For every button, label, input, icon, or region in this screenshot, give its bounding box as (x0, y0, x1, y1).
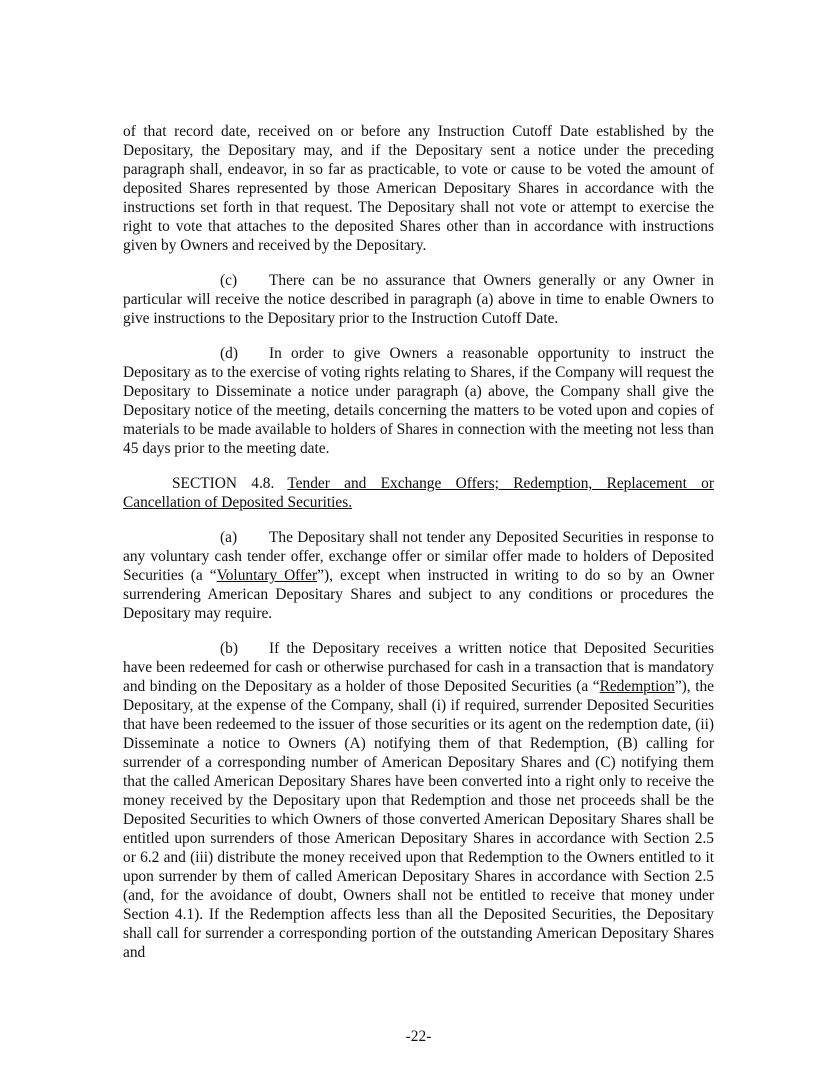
section-heading (123, 474, 714, 512)
defined-term: Voluntary Offer (216, 567, 318, 584)
section-title: Tender and Exchange Offers; Redemption, Replacement or Cancellation of Deposited Securities. (123, 475, 715, 511)
paragraph-c (123, 271, 714, 328)
paragraph-text: There can be no assurance that Owners generally or any Owner in particular will receive the notice described in paragraph (a) above in time to enable Owners to give instructions to the Depositary prior to the Instruction Cutoff Date. (123, 272, 714, 327)
paragraph-text: If the Depositary receives a written notice that Deposited Securities have been redeemed for cash or otherwise purchased for cash in a transaction that is mandatory and binding on the Depositary as a holder of those Deposited Securities (a “ (123, 640, 714, 695)
document-body (123, 122, 714, 978)
paragraph-text: of that record date, received on or before any Instruction Cutoff Date established by the Depositary, the Depositary may, and if the Depositary sent a notice under the preceding paragraph shall, endeavor, in so far as practicable, to vote or cause to be voted the amount of deposited Shares represented by those American Depositary Shares in accordance with the instructions set forth in that request. The Depositary shall not vote or attempt to exercise the right to vote that attaches to the deposited Shares other than in accordance with instructions given by Owners and received by the Depositary. (123, 123, 714, 254)
paragraph-b (123, 639, 714, 962)
paragraph-voting-continuation (123, 122, 714, 255)
paragraph-text: In order to give Owners a reasonable opportunity to instruct the Depositary as to the exercise of voting rights relating to Shares, if the Company will request the Depositary to Disseminate a notice under paragraph (a) above, the Company shall give the Depositary notice of the meeting, details concerning the matters to be voted upon and copies of materials to be made available to holders of Shares in connection with the meeting not less than 45 days prior to the meeting date. (123, 345, 714, 457)
page-number: -22- (405, 1028, 432, 1045)
paragraph-label: (b) (220, 640, 238, 657)
paragraph-d (123, 344, 714, 458)
paragraph-text: The Depositary shall not tender any Deposited Securities in response to any voluntary cash tender offer, exchange offer or similar offer made to holders of Deposited Securities (a “ (123, 529, 714, 584)
section-number: SECTION 4.8. (172, 475, 275, 492)
paragraph-text: ”), the Depositary, at the expense of the Company, shall (i) if required, surrender Deposited Securities that have been redeemed to the issuer of those securities or its agent on the redemption date, (ii) Disseminate a notice to Owners (A) notifying them of that Redemption, (B) calling for surrender of a corresponding number of American Depositary Shares and (C) notifying them that the called American Depositary Shares have been converted into a right only to receive the money received by the Depositary upon that Redemption and those net proceeds shall be the Deposited Securities to which Owners of those converted American Depositary Shares shall be entitled upon surrenders of those American Depositary Shares in accordance with Section 2.5 or 6.2 and (iii) distribute the money received upon that Redemption to the Owners entitled to it upon surrender by them of called American Depositary Shares in accordance with Section 2.5 (and, for the avoidance of doubt, Owners shall not be entitled to receive that money under Section 4.1). If the Redemption affects less than all the Deposited Securities, the Depositary shall call for surrender a corresponding portion of the outstanding American Depositary Shares and (123, 678, 714, 961)
paragraph-text: ”), except when instructed in writing to do so by an Owner surrendering American Depositary Shares and subject to any conditions or procedures the Depositary may require. (123, 567, 714, 622)
paragraph-a (123, 528, 714, 623)
paragraph-label: (c) (220, 272, 238, 289)
paragraph-label: (d) (220, 345, 238, 362)
defined-term: Redemption (599, 678, 675, 695)
paragraph-label: (a) (220, 529, 238, 546)
